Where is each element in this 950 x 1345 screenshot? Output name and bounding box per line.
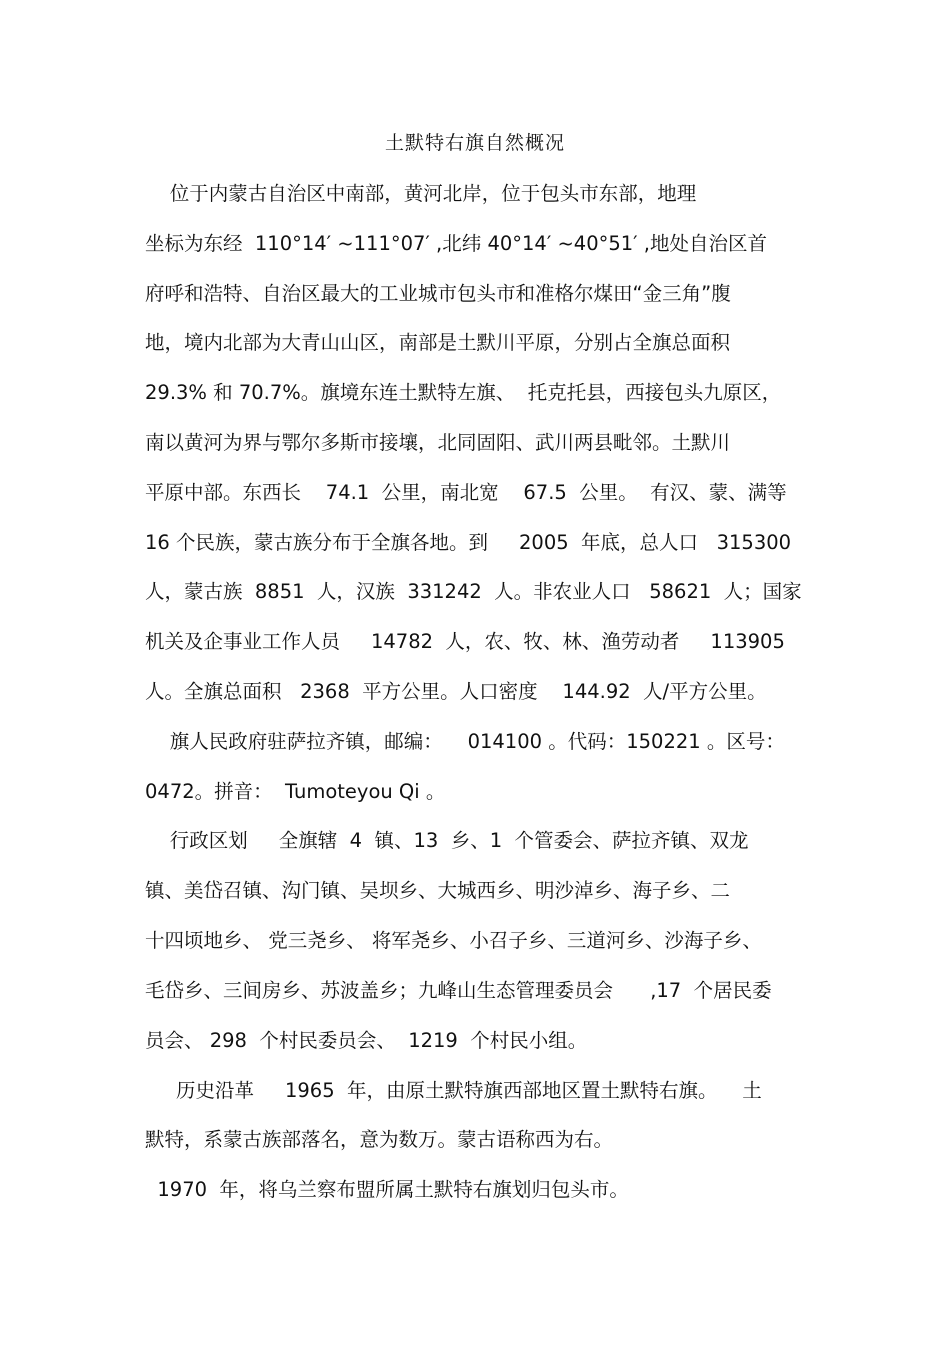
text-line: 0472。拼音： Tumoteyou Qi 。 [145,780,446,803]
text-line: 毛岱乡、三间房乡、苏波盖乡；九峰山生态管理委员会 ,17 个居民委 [145,979,772,1002]
text-line: 南以黄河为界与鄂尔多斯市接壤，北同固阳、武川两县毗邻。土默川 [145,431,731,454]
text-line: 旗人民政府驻萨拉齐镇，邮编： 014100 。代码：150221 。区号： [145,730,785,753]
text-line: 位于内蒙古自治区中南部，黄河北岸，位于包头市东部，地理 [145,182,697,205]
text-line: 16 个民族，蒙古族分布于全旗各地。到 2005 年底，总人口 315300 [145,531,792,554]
text-line: 29.3% 和 70.7%。旗境东连土默特左旗、 托克托县，西接包头九原区， [145,381,782,404]
text-line: 1970 年，将乌兰察布盟所属土默特右旗划归包头市。 [145,1178,629,1201]
text-line: 府呼和浩特、自治区最大的工业城市包头市和准格尔煤田“金三角”腹 [145,282,731,305]
text-line: 镇、美岱召镇、沟门镇、吴坝乡、大城西乡、明沙淖乡、海子乡、二 [145,879,731,902]
text-line: 行政区划 全旗辖 4 镇、13 乡、1 个管委会、萨拉齐镇、双龙 [145,829,749,852]
text-line: 平原中部。东西长 74.1 公里，南北宽 67.5 公里。 有汉、蒙、满等 [145,481,787,504]
text-line: 员会、 298 个村民委员会、 1219 个村民小组。 [145,1029,588,1052]
text-line: 历史沿革 1965 年，由原土默特旗西部地区置土默特右旗。 土 [145,1079,762,1102]
text-line: 地，境内北部为大青山山区，南部是土默川平原，分别占全旗总面积 [145,331,731,354]
text-line: 默特，系蒙古族部落名，意为数万。蒙古语称西为右。 [145,1128,614,1151]
text-line: 机关及企事业工作人员 14782 人，农、牧、林、渔劳动者 113905 [145,630,785,653]
text-line: 坐标为东经 110°14′ ~111°07′ ,北纬 40°14′ ~40°51′ ,地处自治区首 [145,232,767,255]
document-title: 土默特右旗自然概况 [384,132,565,154]
text-line: 人，蒙古族 8851 人，汉族 331242 人。非农业人口 58621 人；国家 [145,580,802,603]
text-line: 人。全旗总面积 2368 平方公里。人口密度 144.92 人/平方公里。 [145,680,767,703]
text-line: 十四顷地乡、 党三尧乡、 将军尧乡、小召子乡、三道河乡、沙海子乡、 [145,929,762,952]
